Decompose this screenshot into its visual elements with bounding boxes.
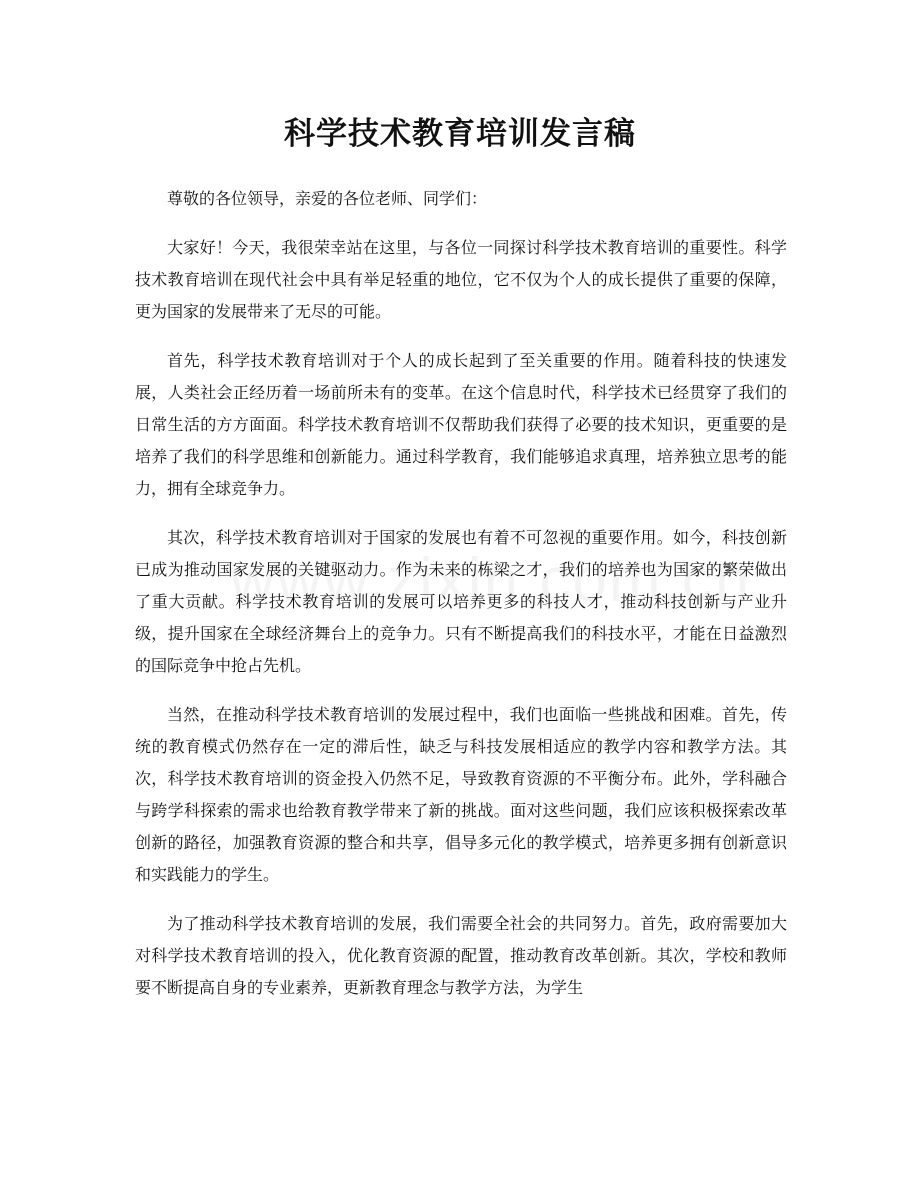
body-paragraph: 首先，科学技术教育培训对于个人的成长起到了至关重要的作用。随着科技的快速发展，人类社会正经历着一场前所未有的变革。在这个信息时代，科学技术已经贯穿了我们的日常生活的方方面面。科学技术教育培训不仅帮助我们获得了必要的技术知识，更重要的是培养了我们的科学思维和创新能力。通过科学教育，我们能够追求真理，培养独立思考的能力，拥有全球竞争力。 bbox=[135, 351, 787, 498]
body-paragraph: 为了推动科学技术教育培训的发展，我们需要全社会的共同努力。首先，政府需要加大对科学技术教育培训的投入，优化教育资源的配置，推动教育改革创新。其次，学校和教师要不断提高自身的专业素养，更新教育理念与教学方法，为学生 bbox=[135, 914, 787, 997]
body-paragraph: 当然，在推动科学技术教育培训的发展过程中，我们也面临一些挑战和困难。首先，传统的教育模式仍然存在一定的滞后性，缺乏与科技发展相适应的教学内容和教学方法。其次，科学技术教育培训的资金投入仍然不足，导致教育资源的不平衡分布。此外，学科融合与跨学科探索的需求也给教育教学带来了新的挑战。面对这些问题，我们应该积极探索改革创新的路径，加强教育资源的整合和共享，倡导多元化的教学模式，培养更多拥有创新意识和实践能力的学生。 bbox=[135, 705, 787, 884]
body-paragraph: 其次，科学技术教育培训对于国家的发展也有着不可忽视的重要作用。如今，科技创新已成为推动国家发展的关键驱动力。作为未来的栋梁之才，我们的培养也为国家的繁荣做出了重大贡献。科学技术教育培训的发展可以培养更多的科技人才，推动科技创新与产业升级，提升国家在全球经济舞台上的竞争力。只有不断提高我们的科技水平，才能在日益激烈的国际竞争中抢占先机。 bbox=[135, 528, 787, 675]
document-title: 科学技术教育培训发言稿 bbox=[284, 116, 636, 152]
body-paragraph: 大家好！今天，我很荣幸站在这里，与各位一同探讨科学技术教育培训的重要性。科学技术教育培训在现代社会中具有举足轻重的地位，它不仅为个人的成长提供了重要的保障，更为国家的发展带来了无尽的可能。 bbox=[135, 238, 787, 321]
document-body bbox=[135, 183, 787, 1021]
salutation-paragraph: 尊敬的各位领导，亲爱的各位老师、同学们： bbox=[167, 189, 488, 208]
